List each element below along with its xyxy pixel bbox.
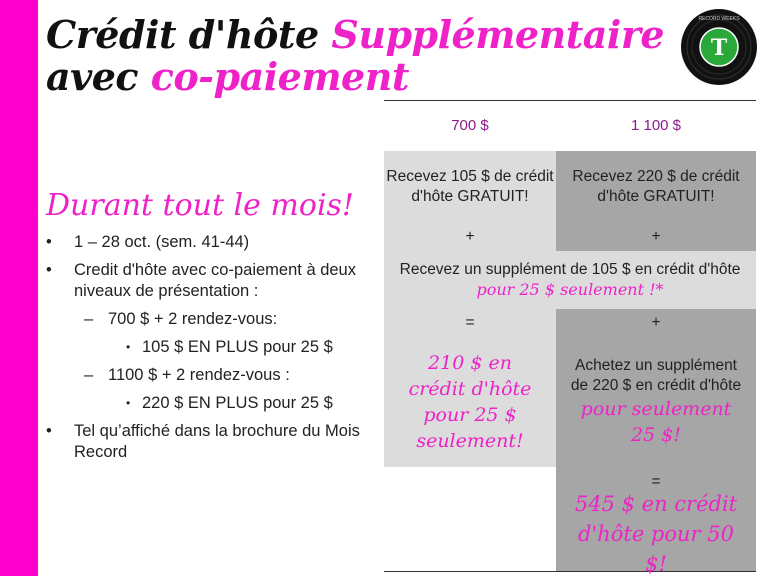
list-item <box>46 232 376 253</box>
list-item <box>46 260 376 302</box>
list-item <box>46 421 376 463</box>
cell-1100-supplement <box>556 337 756 467</box>
supplement-1100-text: Achetez un supplément de 220 $ en crédit d'hôte <box>570 357 742 394</box>
bullet-mark: • <box>126 396 131 410</box>
list-item <box>46 365 376 386</box>
bullet-text: Credit d'hôte avec co-paiement à deux niveaux de présentation : <box>74 261 356 300</box>
equals-sign: = <box>384 309 556 337</box>
record-vinyl-logo-icon <box>680 8 758 86</box>
bullet-mark: • <box>46 261 52 279</box>
equals-sign: = <box>556 467 756 497</box>
logo-letter: T <box>710 35 728 61</box>
title-pink-2: co-paiement <box>150 54 409 99</box>
slide-title <box>46 12 665 99</box>
pink-side-bar <box>0 0 38 576</box>
title-black-1: Crédit d'hôte <box>46 12 319 57</box>
logo-brand-text: RECORD WEEKS <box>698 16 740 22</box>
supplement-price: pour 25 $ seulement !* <box>476 280 664 299</box>
list-item <box>46 337 376 358</box>
bullet-mark: • <box>126 340 131 354</box>
plus-sign: + <box>384 223 556 251</box>
cell-700-free-credit: Recevez 105 $ de crédit d'hôte GRATUIT! <box>384 151 556 223</box>
plus-sign: + <box>556 223 756 251</box>
bullet-text: 1100 $ + 2 rendez-vous : <box>108 366 290 384</box>
supplement-1100-price: pour seulement 25 $! <box>580 398 732 446</box>
bullet-text: 220 $ EN PLUS pour 25 $ <box>142 394 333 412</box>
dash-mark: – <box>84 310 94 328</box>
bullet-text: 1 – 28 oct. (sem. 41-44) <box>74 233 250 251</box>
cell-700-result <box>384 337 556 467</box>
bullet-text: Tel qu’affiché dans la brochure du Mois Record <box>74 422 360 461</box>
cell-supplement-offer <box>384 251 756 309</box>
result-700-text: 210 $ en crédit d'hôte pour 25 $ seulement! <box>408 352 532 452</box>
cell-1100-result <box>556 492 756 576</box>
title-line-2 <box>46 56 606 98</box>
bullet-list <box>46 232 376 470</box>
subhead: Durant tout le mois! <box>46 188 354 223</box>
title-black-2: avec <box>46 54 139 99</box>
result-1100-text: 545 $ en crédit d'hôte pour 50 $! <box>574 492 738 576</box>
bullet-text: 700 $ + 2 rendez-vous: <box>108 310 278 328</box>
list-item <box>46 309 376 330</box>
cell-1100-free-credit: Recevez 220 $ de crédit d'hôte GRATUIT! <box>556 151 756 223</box>
offer-table <box>384 100 756 576</box>
title-line-1 <box>46 12 665 57</box>
plus-sign: + <box>556 309 756 337</box>
supplement-text: Recevez un supplément de 105 $ en crédit d'hôte <box>399 261 741 278</box>
title-pink-1: Supplémentaire <box>331 12 665 57</box>
dash-mark: – <box>84 366 94 384</box>
bullet-mark: • <box>46 422 52 440</box>
bullet-mark: • <box>46 233 52 251</box>
empty-cell <box>384 467 556 571</box>
list-item <box>46 393 376 414</box>
header-700: 700 $ <box>451 117 489 134</box>
bullet-text: 105 $ EN PLUS pour 25 $ <box>142 338 333 356</box>
header-1100: 1 100 $ <box>630 117 682 134</box>
